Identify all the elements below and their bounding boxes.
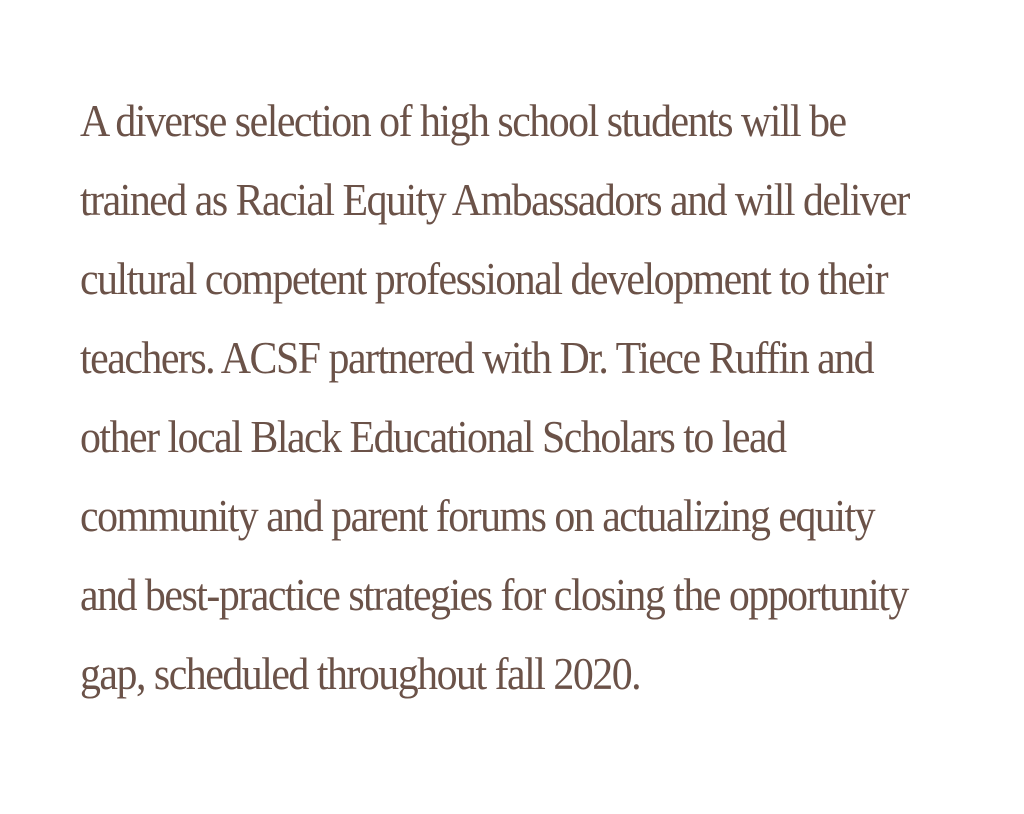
- body-paragraph: [80, 82, 917, 714]
- paragraph-line-4: teachers. ACSF partnered with Dr. Tiece Ruffin and: [80, 333, 874, 383]
- paragraph-line-2: trained as Racial Equity Ambassadors and will deliver: [80, 175, 909, 225]
- paragraph-line-3: cultural competent professional development to their: [80, 254, 888, 304]
- paragraph-line-1: A diverse selection of high school students will be: [80, 96, 846, 146]
- paragraph-line-6: community and parent forums on actualizing equity: [80, 491, 875, 541]
- paragraph-line-8: gap, scheduled throughout fall 2020.: [80, 649, 641, 699]
- paragraph-line-7: and best-practice strategies for closing the opportunity: [80, 570, 908, 620]
- paragraph-line-5: other local Black Educational Scholars to lead: [80, 412, 786, 462]
